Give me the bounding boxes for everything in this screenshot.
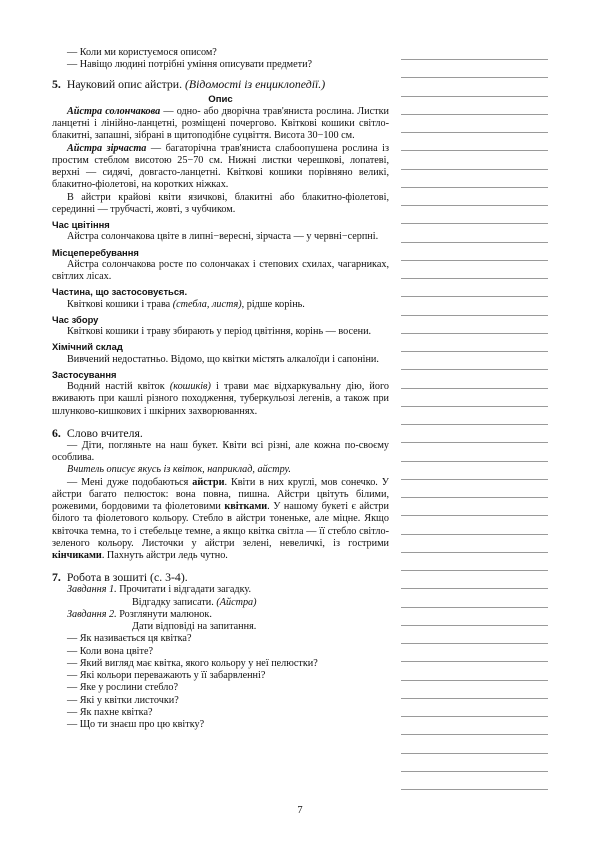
note-line	[401, 625, 548, 626]
page-number: 7	[297, 805, 303, 816]
note-line	[401, 753, 548, 754]
section-7-title: 7. Робота в зошиті (с. 3-4).	[52, 570, 188, 585]
note-line	[401, 77, 548, 78]
note-line	[401, 588, 548, 589]
list-item: — Які кольори переважають у її забарвленні?	[67, 670, 266, 681]
intro-question-1: — Коли ми користуємося описом?	[67, 47, 217, 58]
note-line	[401, 59, 548, 60]
note-line	[401, 552, 548, 553]
subsection-heading: Застосування	[52, 368, 117, 380]
note-line	[401, 643, 548, 644]
note-line	[401, 242, 548, 243]
note-line	[401, 789, 548, 790]
list-item: — Що ти знаєш про цю квітку?	[67, 719, 205, 730]
note-line	[401, 534, 548, 535]
note-line	[401, 479, 548, 480]
note-line	[401, 150, 548, 151]
note-line	[401, 716, 548, 717]
description-paragraph-2: Айстра зірчаста — багаторічна трав'яниста слабоопушена рослина із простим стеблом висотою 25−70 см. Нижні листки черешкові, лопатеві, верхні — сидячі, довгасто-ланцетні. Квіткові кошики порівняно великі, блакитно-фіолетові, на коротких ніжках.	[52, 142, 389, 191]
task-2: Завдання 2. Розглянути малюнок.	[67, 608, 212, 620]
description-heading: Опис	[208, 93, 233, 105]
list-item: — Як називається ця квітка?	[67, 633, 192, 645]
task-2-sub: Дати відповіді на запитання.	[132, 621, 257, 632]
task-1-sub: Відгадку записати. (Айстра)	[132, 596, 257, 608]
note-line	[401, 351, 548, 352]
note-line	[401, 114, 548, 115]
note-line	[401, 132, 548, 133]
note-line	[401, 497, 548, 498]
note-line	[401, 96, 548, 97]
list-item: — Коли вона цвіте?	[67, 645, 154, 657]
description-paragraph-3: В айстри крайові квіти язичкові, блакитні або блакитно-фіолетові, серединні — трубчасті, жовті, з чубчиком.	[52, 191, 389, 215]
teacher-instruction: Вчитель описує якусь із квіток, наприклад, айстру.	[67, 464, 291, 476]
question-list	[52, 633, 389, 731]
teacher-paragraph-1: — Діти, погляньте на наш букет. Квіти всі різні, але кожна по-своєму особлива.	[52, 439, 389, 463]
note-line	[401, 296, 548, 297]
subsection-heading: Хімічний склад	[52, 341, 123, 353]
subsection-text: Айстра солончакова росте по солончаках і степових схилах, чагарниках, світлих лісах.	[52, 258, 389, 282]
main-text-column	[52, 47, 389, 731]
note-line	[401, 661, 548, 662]
subsection-heading: Час збору	[52, 313, 99, 325]
subsection-text: Водний настій квіток (кошиків) і трави має відхаркувальну дію, його вживають при кашлі різного походження, туберкульозі легенів, а також при шлунково-кишкових і шкірних захворюваннях.	[52, 381, 389, 417]
subsection-text: Вивчений недостатньо. Відомо, що квітки містять алкалоїди і сапоніни.	[67, 353, 379, 365]
note-line	[401, 260, 548, 261]
subsection-heading: Час цвітіння	[52, 219, 110, 230]
note-line	[401, 169, 548, 170]
note-line	[401, 734, 548, 735]
teacher-paragraph-2: — Мені дуже подобаються айстри. Квіти в них круглі, мов сонечко. У айстри багато пелюсток: вона повна, пишна. Айстри цвітуть білими, рожевими, бордовими та фіолетовими квітками. У нашому букеті є айстри білого та фіолетового кольору. Стебло в айстри тоненьке, але міцне. Якщо квіточка темна, то і стебельце темне, а якщо квітка світла — її стебло світло-зеленого кольору. Листочки у айстри зелені, невеличкі, із гострими кінчиками. Пахнуть айстри ледь чутно.	[52, 476, 389, 561]
note-line	[401, 515, 548, 516]
subsection-text: Квіткові кошики і траву збирають у період цвітіння, корінь — восени.	[67, 326, 372, 337]
note-line	[401, 333, 548, 334]
list-item: — Як пахне квітка?	[67, 706, 153, 718]
subsection-heading: Частина, що застосовується.	[52, 286, 188, 298]
note-line	[401, 278, 548, 279]
note-line	[401, 315, 548, 316]
list-item: — Які у квітки листочки?	[67, 694, 179, 706]
section-number: 5.	[52, 76, 61, 91]
note-line	[401, 698, 548, 699]
note-line	[401, 680, 548, 681]
note-line	[401, 388, 548, 389]
subsection-text: Квіткові кошики і трава (стебла, листя), рідше корінь.	[67, 298, 305, 310]
list-item: — Яке у рослини стебло?	[67, 682, 179, 694]
note-line	[401, 570, 548, 571]
note-line	[401, 369, 548, 370]
list-item: — Який вигляд має квітка, якого кольору у неї пелюстки?	[67, 657, 318, 669]
note-line	[401, 771, 548, 772]
note-line	[401, 223, 548, 224]
note-line	[401, 442, 548, 443]
note-line	[401, 461, 548, 462]
notes-ruled-lines	[401, 0, 548, 848]
section-6-title: 6. Слово вчителя.	[52, 425, 143, 440]
subsection-heading: Місцеперебування	[52, 246, 139, 258]
subsection-text: Айстра солончакова цвіте в липні−вересні, зірчаста — у червні−серпні.	[67, 231, 379, 243]
section-5-title: 5. Науковий опис айстри. (Відомості із енциклопедії.)	[52, 76, 326, 91]
description-paragraph-1: Айстра солончакова — одно- або дворічна трав'яниста рослина. Листки ланцетні і лінійно-ланцетні, розміщені почергово. Квіткові кошики світло-блакитні, запашні, зібрані в щитоподібне суцвіття. Висота 30−100 см.	[52, 105, 389, 142]
note-line	[401, 187, 548, 188]
note-line	[401, 205, 548, 206]
note-line	[401, 424, 548, 425]
intro-question-2: — Навіщо людині потрібні уміння описувати предмети?	[67, 59, 313, 71]
note-line	[401, 406, 548, 407]
task-1: Завдання 1. Прочитати і відгадати загадку.	[67, 584, 251, 596]
note-line	[401, 607, 548, 608]
